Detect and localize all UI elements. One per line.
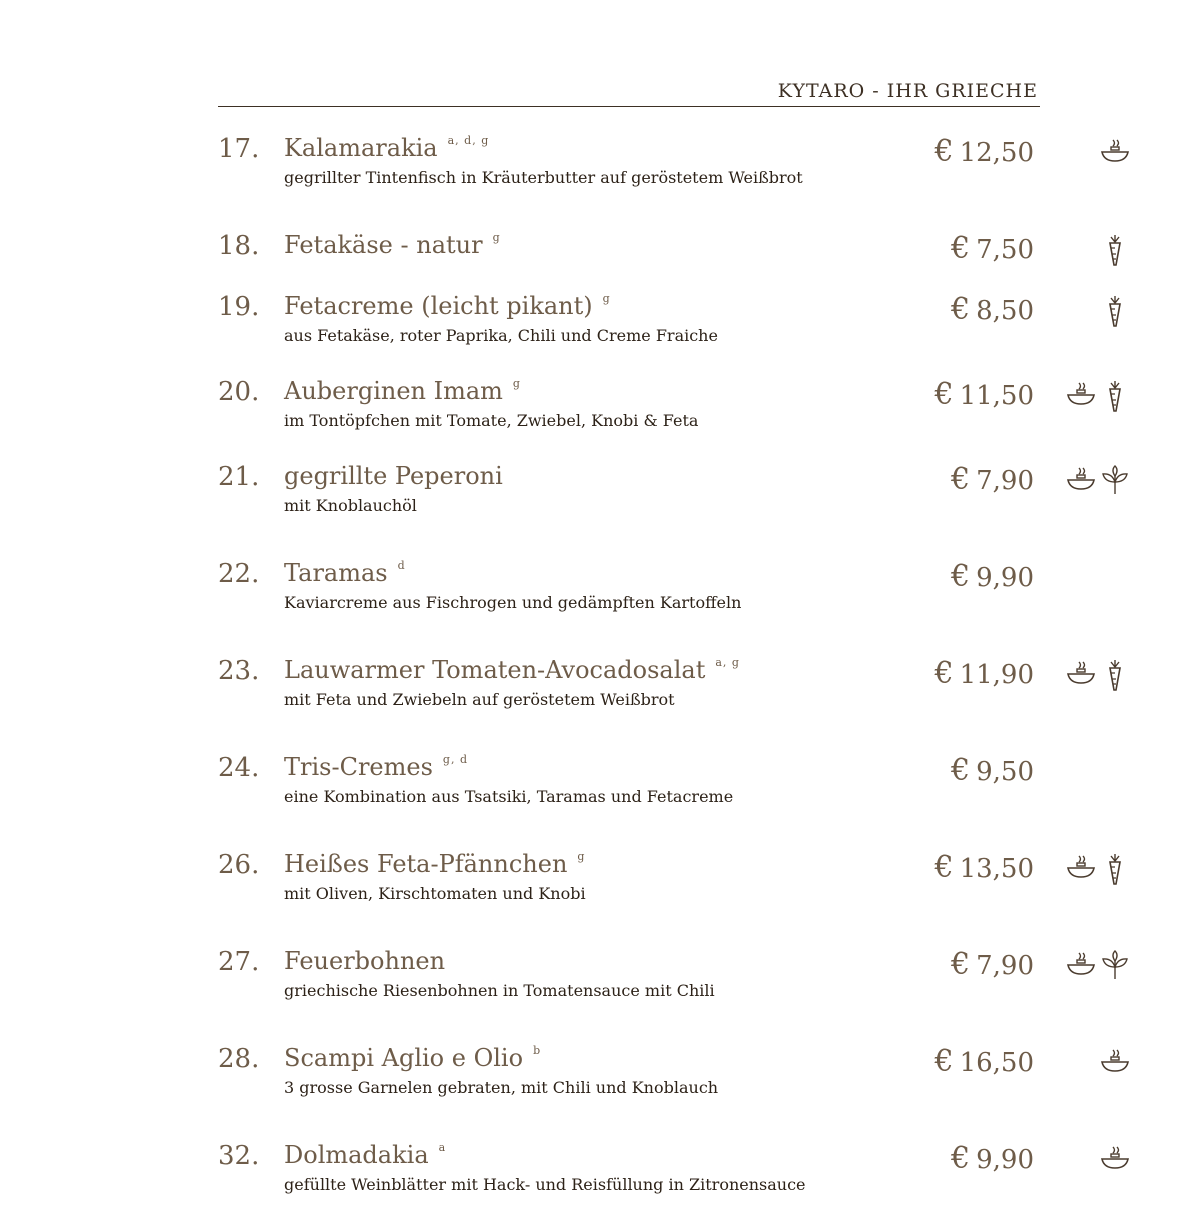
- dish-icons: [1060, 292, 1130, 330]
- price-amount: 9,90: [976, 563, 1034, 593]
- euro-sign: €: [951, 462, 971, 497]
- allergen-codes: g, d: [442, 753, 468, 766]
- price-amount: 9,50: [976, 757, 1034, 787]
- page-header: [218, 78, 1040, 107]
- dish-icons: [1060, 1141, 1130, 1179]
- menu-item: [0, 292, 1200, 372]
- warm-dish-icon: [1100, 1046, 1130, 1080]
- item-price: [951, 231, 1034, 266]
- item-price: [934, 134, 1034, 169]
- vegetarian-icon: [1100, 379, 1130, 413]
- item-name-text: Fetacreme (leicht pikant): [284, 292, 593, 320]
- item-number: 22.: [218, 559, 260, 589]
- vegan-icon: [1100, 949, 1130, 983]
- item-name-text: gegrillte Peperoni: [284, 462, 503, 490]
- item-description: eine Kombination aus Tsatsiki, Taramas und Fetacreme: [284, 787, 734, 806]
- item-description: im Tontöpfchen mit Tomate, Zwiebel, Knobi & Feta: [284, 411, 699, 430]
- euro-sign: €: [951, 231, 971, 266]
- item-description: mit Feta und Zwiebeln auf geröstetem Weißbrot: [284, 690, 675, 709]
- dish-icons: [1060, 134, 1130, 172]
- euro-sign: €: [934, 850, 954, 885]
- warm-dish-icon: [1066, 852, 1096, 886]
- allergen-codes: a, g: [715, 656, 740, 669]
- item-name-text: Kalamarakia: [284, 134, 438, 162]
- item-price: [951, 462, 1034, 497]
- item-description: aus Fetakäse, roter Paprika, Chili und Creme Fraiche: [284, 326, 718, 345]
- item-number: 27.: [218, 947, 260, 977]
- item-description: mit Oliven, Kirschtomaten und Knobi: [284, 884, 586, 903]
- item-number: 20.: [218, 377, 260, 407]
- allergen-codes: g: [492, 231, 501, 244]
- dish-icons: [1060, 462, 1130, 500]
- euro-sign: €: [951, 292, 971, 327]
- warm-dish-icon: [1066, 658, 1096, 692]
- item-number: 28.: [218, 1044, 260, 1074]
- dish-icons: [1060, 559, 1130, 597]
- euro-sign: €: [934, 1044, 954, 1079]
- price-amount: 9,90: [976, 1145, 1034, 1175]
- item-number: 19.: [218, 292, 260, 322]
- item-name-text: Heißes Feta-Pfännchen: [284, 850, 568, 878]
- item-name-text: Lauwarmer Tomaten-Avocadosalat: [284, 656, 706, 684]
- vegetarian-icon: [1100, 852, 1130, 886]
- item-name: [284, 377, 521, 405]
- menu-item: [0, 947, 1200, 1027]
- allergen-codes: g: [512, 377, 521, 390]
- item-name: [284, 462, 503, 490]
- price-amount: 16,50: [959, 1048, 1034, 1078]
- menu-item: [0, 1044, 1200, 1124]
- euro-sign: €: [951, 947, 971, 982]
- item-name-text: Feuerbohnen: [284, 947, 446, 975]
- menu-item: [0, 134, 1200, 214]
- item-price: [934, 850, 1034, 885]
- item-number: 26.: [218, 850, 260, 880]
- item-name-text: Fetakäse - natur: [284, 231, 483, 259]
- item-name-text: Scampi Aglio e Olio: [284, 1044, 524, 1072]
- euro-sign: €: [934, 134, 954, 169]
- item-name: [284, 850, 585, 878]
- item-name: [284, 1141, 446, 1169]
- item-number: 21.: [218, 462, 260, 492]
- allergen-codes: b: [533, 1044, 542, 1057]
- allergen-codes: g: [602, 292, 611, 305]
- vegetarian-icon: [1100, 233, 1130, 267]
- price-amount: 7,90: [976, 466, 1034, 496]
- menu-item: [0, 850, 1200, 930]
- item-description: 3 grosse Garnelen gebraten, mit Chili und Knoblauch: [284, 1078, 719, 1097]
- item-number: 24.: [218, 753, 260, 783]
- item-price: [951, 559, 1034, 594]
- dish-icons: [1060, 850, 1130, 888]
- menu-item: [0, 377, 1200, 457]
- item-price: [951, 292, 1034, 327]
- item-description: Kaviarcreme aus Fischrogen und gedämpften Kartoffeln: [284, 593, 742, 612]
- price-amount: 11,90: [959, 660, 1034, 690]
- menu-item: [0, 753, 1200, 833]
- item-number: 18.: [218, 231, 260, 261]
- item-price: [951, 1141, 1034, 1176]
- dish-icons: [1060, 753, 1130, 791]
- euro-sign: €: [951, 753, 971, 788]
- item-name-text: Auberginen Imam: [284, 377, 503, 405]
- menu-item: [0, 462, 1200, 542]
- price-amount: 12,50: [959, 138, 1034, 168]
- item-description: gegrillter Tintenfisch in Kräuterbutter auf geröstetem Weißbrot: [284, 168, 803, 187]
- warm-dish-icon: [1066, 949, 1096, 983]
- item-description: griechische Riesenbohnen in Tomatensauce mit Chili: [284, 981, 715, 1000]
- item-name-text: Dolmadakia: [284, 1141, 429, 1169]
- item-name: [284, 947, 445, 975]
- item-name-text: Taramas: [284, 559, 388, 587]
- warm-dish-icon: [1100, 1143, 1130, 1177]
- item-name: [284, 559, 406, 587]
- euro-sign: €: [951, 1141, 971, 1176]
- menu-item: [0, 559, 1200, 639]
- item-name-text: Tris-Cremes: [284, 753, 433, 781]
- price-amount: 13,50: [959, 854, 1034, 884]
- item-name: [284, 656, 740, 684]
- item-price: [934, 1044, 1034, 1079]
- item-price: [951, 947, 1034, 982]
- item-number: 32.: [218, 1141, 260, 1171]
- dish-icons: [1060, 656, 1130, 694]
- allergen-codes: g: [577, 850, 586, 863]
- vegetarian-icon: [1100, 658, 1130, 692]
- item-number: 23.: [218, 656, 260, 686]
- euro-sign: €: [951, 559, 971, 594]
- euro-sign: €: [934, 656, 954, 691]
- item-name: [284, 231, 501, 259]
- price-amount: 7,90: [976, 951, 1034, 981]
- vegetarian-icon: [1100, 294, 1130, 328]
- item-price: [934, 656, 1034, 691]
- menu-item: [0, 656, 1200, 736]
- allergen-codes: d: [397, 559, 406, 572]
- item-number: 17.: [218, 134, 260, 164]
- allergen-codes: a: [438, 1141, 447, 1154]
- price-amount: 11,50: [959, 381, 1034, 411]
- euro-sign: €: [934, 377, 954, 412]
- warm-dish-icon: [1066, 464, 1096, 498]
- item-name: [284, 292, 611, 320]
- item-name: [284, 134, 489, 162]
- price-amount: 8,50: [976, 296, 1034, 326]
- item-description: mit Knoblauchöl: [284, 496, 417, 515]
- item-price: [934, 377, 1034, 412]
- dish-icons: [1060, 947, 1130, 985]
- menu-item: [0, 1141, 1200, 1221]
- dish-icons: [1060, 231, 1130, 269]
- warm-dish-icon: [1066, 379, 1096, 413]
- dish-icons: [1060, 377, 1130, 415]
- item-name: [284, 1044, 541, 1072]
- warm-dish-icon: [1100, 136, 1130, 170]
- price-amount: 7,50: [976, 235, 1034, 265]
- dish-icons: [1060, 1044, 1130, 1082]
- restaurant-title: KYTARO - IHR GRIECHE: [777, 80, 1038, 102]
- item-name: [284, 753, 468, 781]
- item-description: gefüllte Weinblätter mit Hack- und Reisfüllung in Zitronensauce: [284, 1175, 806, 1194]
- allergen-codes: a, d, g: [447, 134, 490, 147]
- vegan-icon: [1100, 464, 1130, 498]
- item-price: [951, 753, 1034, 788]
